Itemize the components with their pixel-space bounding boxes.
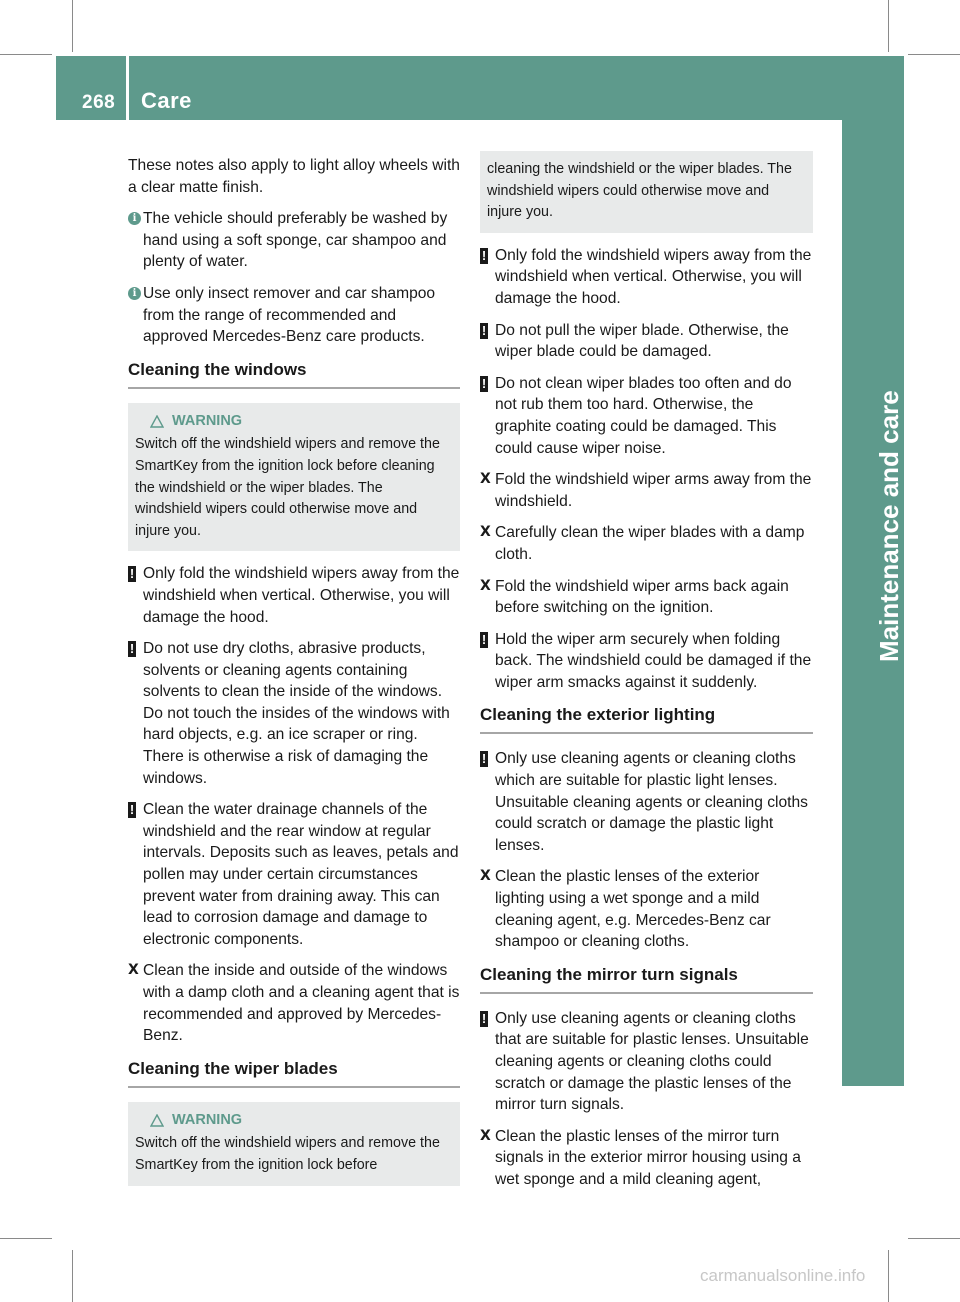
caution-note [128,799,460,950]
caution-icon: ! [129,566,135,582]
intro-text: These notes also apply to light alloy wheels with a clear matte finish. [128,157,460,196]
caution-icon: ! [481,1010,487,1026]
caution-note-text: Only fold the windshield wipers away from the windshield when vertical. Otherwise, you will damage the hood. [495,246,812,307]
caution-note-text: Only use cleaning agents or cleaning cloths which are suitable for plastic light lenses. Unsuitable cleaning agents or cleaning cloths could scratch or damage the plastic light lenses. [495,750,808,854]
info-note [128,283,460,348]
instruction-step [480,1126,813,1191]
caution-note [480,320,813,363]
info-note [128,208,460,273]
crop-mark [0,54,52,55]
warning-box [128,1102,460,1186]
instruction-step-text: Clean the plastic lenses of the exterior lighting using a wet sponge and a mild cleaning agent, e.g. Mercedes-Benz car shampoo or cleaning cloths. [495,868,771,951]
crop-mark [72,0,73,52]
instruction-step-text: Clean the inside and outside of the windows with a damp cloth and a cleaning agent that is recommended and approved by Mercedes-Benz. [143,962,460,1045]
side-tab-label: Maintenance and care [874,390,904,662]
instruction-step-text: Fold the windshield wiper arms away from the windshield. [495,471,812,510]
section-title: Care [141,88,192,113]
step-arrow-icon: X [480,577,491,594]
warning-triangle-icon [150,1114,164,1127]
caution-note [128,563,460,628]
caution-note [480,629,813,694]
instruction-step [480,469,813,512]
crop-mark [908,54,960,55]
heading-cleaning-mirror-turn-signals: Cleaning the mirror turn signals [480,963,813,994]
caution-icon: ! [481,631,487,647]
step-arrow-icon: X [480,524,491,541]
instruction-step [480,866,813,952]
warning-text: cleaning the windshield or the wiper blades. The windshield wipers could otherwise move and injure you. [487,161,792,221]
caution-icon: ! [129,641,135,657]
side-tab [842,120,904,694]
heading-cleaning-wiper-blades: Cleaning the wiper blades [128,1057,460,1088]
side-tab-block [842,694,904,1086]
warning-text: Switch off the windshield wipers and remove the SmartKey from the ignition lock before cleaning the windshield or the wiper blades. The windshield wipers could otherwise move and injure you. [135,436,440,539]
caution-icon: ! [481,751,487,767]
caution-note-text: Hold the wiper arm securely when folding back. The windshield could be damaged if the wiper arm smacks against it suddenly. [495,630,812,691]
info-note-text: The vehicle should preferably be washed by hand using a soft sponge, car shampoo and plenty of water. [143,210,448,271]
warning-label: WARNING [172,1111,243,1128]
page-number: 268 [82,92,116,113]
caution-note [480,373,813,459]
info-icon: i [128,287,141,300]
caution-note [480,748,813,856]
crop-mark [0,1238,52,1239]
caution-note [480,245,813,310]
instruction-step [480,522,813,565]
crop-mark [72,1250,73,1302]
caution-note-text: Do not pull the wiper blade. Otherwise, the wiper blade could be damaged. [495,321,789,361]
info-note-text: Use only insect remover and car shampoo from the range of recommended and approved Mercedes-Benz care products. [143,284,436,346]
watermark: carmanualsonline.info [700,1266,866,1285]
step-arrow-icon: X [480,1127,491,1144]
info-icon: i [128,212,141,225]
caution-note [480,1008,813,1116]
caution-note-text: Do not use dry cloths, abrasive products, solvents or cleaning agents containing solvents to clean the inside of the windows. Do not touch the insides of the windows with hard objects, e.g. an ice scraper or ring. There is otherwise a risk of damaging the windows. [143,640,450,787]
warning-header [150,411,453,433]
caution-note [128,638,460,789]
step-arrow-icon: X [128,962,139,979]
right-column [480,155,813,1201]
caution-icon: ! [481,375,487,391]
caution-note-text: Clean the water drainage channels of the windshield and the rear window at regular intervals. Deposits such as leaves, petals and pollen may under certain circumstances prevent water from draining away. This can lead to corrosion damage and damage to electronic components. [143,801,459,948]
step-arrow-icon: X [480,868,491,885]
instruction-step [480,576,813,619]
warning-label: WARNING [172,412,243,429]
crop-mark [888,1250,889,1302]
caution-note-text: Only use cleaning agents or cleaning cloths that are suitable for plastic lenses. Unsuitable cleaning agents or cleaning cloths could scratch or damage the plastic lenses of the mirror turn signals. [495,1009,809,1114]
warning-box [128,403,460,552]
caution-icon: ! [481,322,487,338]
step-arrow-icon: X [480,471,491,488]
crop-mark [888,0,889,52]
crop-mark [908,1238,960,1239]
warning-triangle-icon [150,415,164,428]
caution-note-text: Only fold the windshield wipers away from the windshield when vertical. Otherwise, you will damage the hood. [143,565,460,626]
warning-text: Switch off the windshield wipers and remove the SmartKey from the ignition lock before [135,1135,440,1173]
left-column [128,155,460,1198]
instruction-step-text: Carefully clean the wiper blades with a damp cloth. [495,524,805,563]
instruction-step [128,960,460,1046]
caution-note-text: Do not clean wiper blades too often and do not rub them too hard. Otherwise, the graphite coating could be damaged. This could cause wiper noise. [495,374,792,457]
warning-box-continued [480,151,813,233]
warning-header [150,1110,453,1132]
caution-icon: ! [481,247,487,263]
caution-icon: ! [129,802,135,818]
header-divider [126,56,129,120]
instruction-step-text: Clean the plastic lenses of the mirror turn signals in the exterior mirror housing using a wet sponge and a mild cleaning agent, [495,1127,801,1188]
heading-cleaning-windows: Cleaning the windows [128,358,460,389]
heading-cleaning-exterior-lighting: Cleaning the exterior lighting [480,703,813,734]
instruction-step-text: Fold the windshield wiper arms back again before switching on the ignition. [495,577,789,617]
